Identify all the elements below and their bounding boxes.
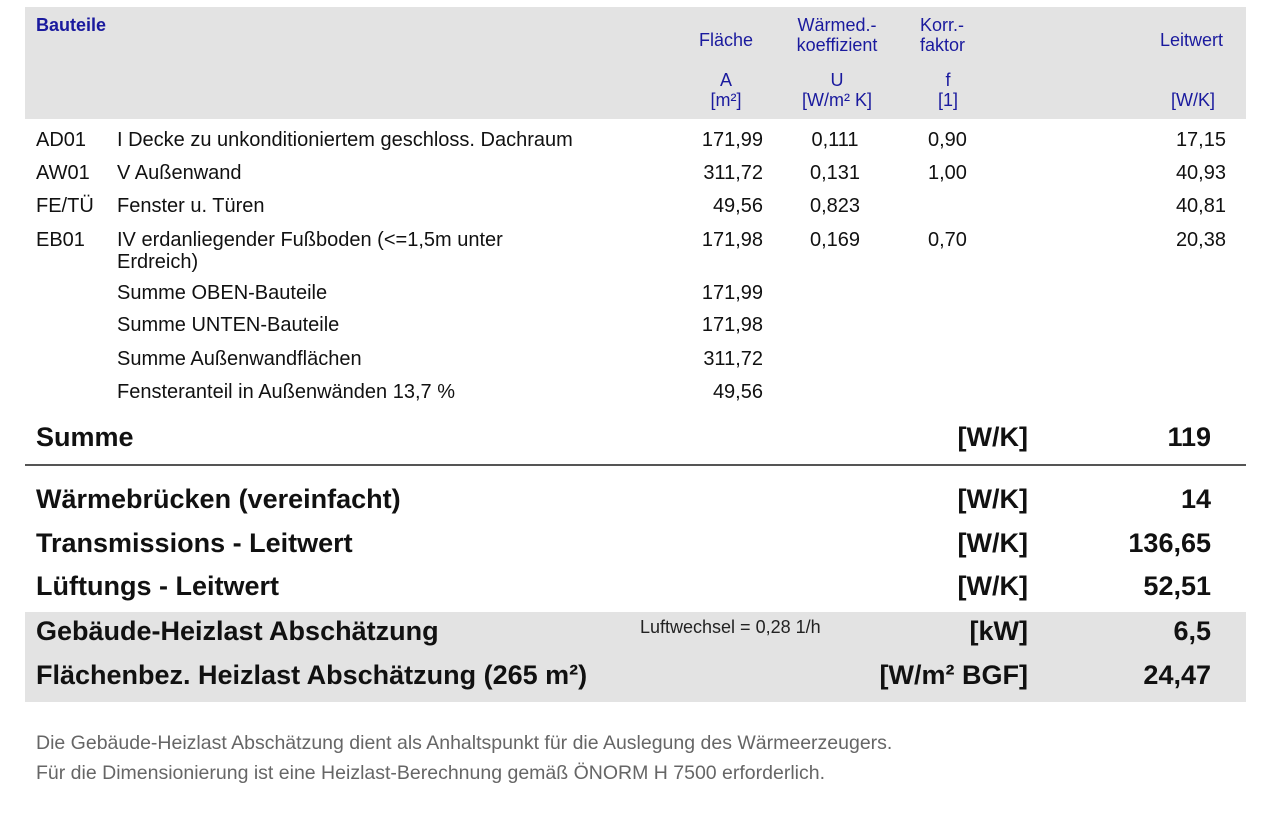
heating-load-unit: [kW] (969, 616, 1028, 646)
header-conductance-label: Leitwert (1159, 30, 1223, 50)
row-conductance: 17,15 (1175, 129, 1226, 151)
row-description: V Außenwand (117, 162, 242, 184)
header-u-label-2: koeffizient (796, 35, 878, 55)
row-area: 49,56 (712, 195, 763, 217)
sum-unit: [W/K] (957, 422, 1028, 452)
row-u-value: 0,111 (811, 129, 859, 151)
row-code: EB01 (36, 229, 85, 251)
thermal-bridges-value: 14 (1180, 484, 1211, 514)
row-conductance: 40,93 (1175, 162, 1226, 184)
area-load-label: Flächenbez. Heizlast Abschätzung (265 m²) (36, 660, 588, 690)
row-code: AD01 (36, 129, 87, 151)
subtotal-area-windows: 49,56 (712, 381, 763, 403)
footnote-line-2: Für die Dimensionierung ist eine Heizlast-Berechnung gemäß ÖNORM H 7500 erforderlich. (36, 762, 826, 784)
subtotal-area-bottom: 171,98 (701, 314, 763, 336)
subtotal-area-top: 171,99 (701, 282, 763, 304)
heating-load-label: Gebäude-Heizlast Abschätzung (36, 616, 439, 646)
table-title: Bauteile (36, 15, 107, 35)
ventilation-unit: [W/K] (957, 571, 1028, 601)
ventilation-label: Lüftungs - Leitwert (36, 571, 279, 601)
header-f-symbol: f (945, 70, 951, 90)
header-u-symbol: U (830, 70, 844, 90)
row-u-value: 0,169 (809, 229, 861, 251)
row-description: I Decke zu unkonditioniertem geschloss. Dachraum (117, 129, 573, 151)
row-correction-factor: 0,90 (928, 129, 967, 151)
row-area: 171,98 (701, 229, 763, 251)
sum-value: 119 (1167, 422, 1211, 452)
header-area-unit: [m²] (710, 90, 742, 110)
table-header (25, 7, 1246, 119)
row-u-value: 0,131 (809, 162, 861, 184)
row-conductance: 40,81 (1175, 195, 1226, 217)
thermal-bridges-label: Wärmebrücken (vereinfacht) (36, 484, 401, 514)
subtotal-label-top: Summe OBEN-Bauteile (117, 282, 328, 304)
transmission-label: Transmissions - Leitwert (36, 528, 353, 558)
heating-load-value: 6,5 (1173, 616, 1211, 646)
header-f-unit: [1] (937, 90, 958, 110)
header-u-unit: [W/m² K] (802, 90, 872, 110)
header-area-symbol: A (719, 70, 732, 90)
air-change-note: Luftwechsel = 0,28 1/h (640, 617, 821, 637)
subtotal-label-windows: Fensteranteil in Außenwänden 13,7 % (117, 381, 455, 403)
transmission-value: 136,65 (1128, 528, 1211, 558)
footnote-line-1: Die Gebäude-Heizlast Abschätzung dient als Anhaltspunkt für die Auslegung des Wärmeerzeugers. (36, 732, 893, 754)
row-description: Fenster u. Türen (117, 195, 265, 217)
area-load-value: 24,47 (1143, 660, 1211, 690)
row-code: FE/TÜ (36, 195, 94, 217)
section-divider (25, 464, 1246, 466)
header-conductance-unit: [W/K] (1171, 90, 1215, 110)
row-correction-factor: 1,00 (928, 162, 967, 184)
row-description-continued: Erdreich) (117, 251, 199, 273)
ventilation-value: 52,51 (1143, 571, 1211, 601)
sum-label: Summe (36, 422, 134, 452)
row-u-value: 0,823 (809, 195, 861, 217)
row-area: 171,99 (701, 129, 763, 151)
header-u-label-1: Wärmed.- (797, 15, 877, 35)
subtotal-area-walls: 311,72 (703, 348, 763, 370)
header-f-label-1: Korr.- (920, 15, 965, 35)
row-code: AW01 (36, 162, 90, 184)
area-load-unit: [W/m² BGF] (879, 660, 1028, 690)
transmission-unit: [W/K] (957, 528, 1028, 558)
row-description: IV erdanliegender Fußboden (<=1,5m unter (117, 229, 503, 251)
subtotal-label-bottom: Summe UNTEN-Bauteile (117, 314, 340, 336)
thermal-bridges-unit: [W/K] (957, 484, 1028, 514)
subtotal-label-walls: Summe Außenwandflächen (117, 348, 362, 370)
header-area-label: Fläche (698, 30, 754, 50)
row-correction-factor: 0,70 (928, 229, 967, 251)
row-conductance: 20,38 (1175, 229, 1226, 251)
header-f-label-2: faktor (920, 35, 966, 55)
row-area: 311,72 (703, 162, 763, 184)
